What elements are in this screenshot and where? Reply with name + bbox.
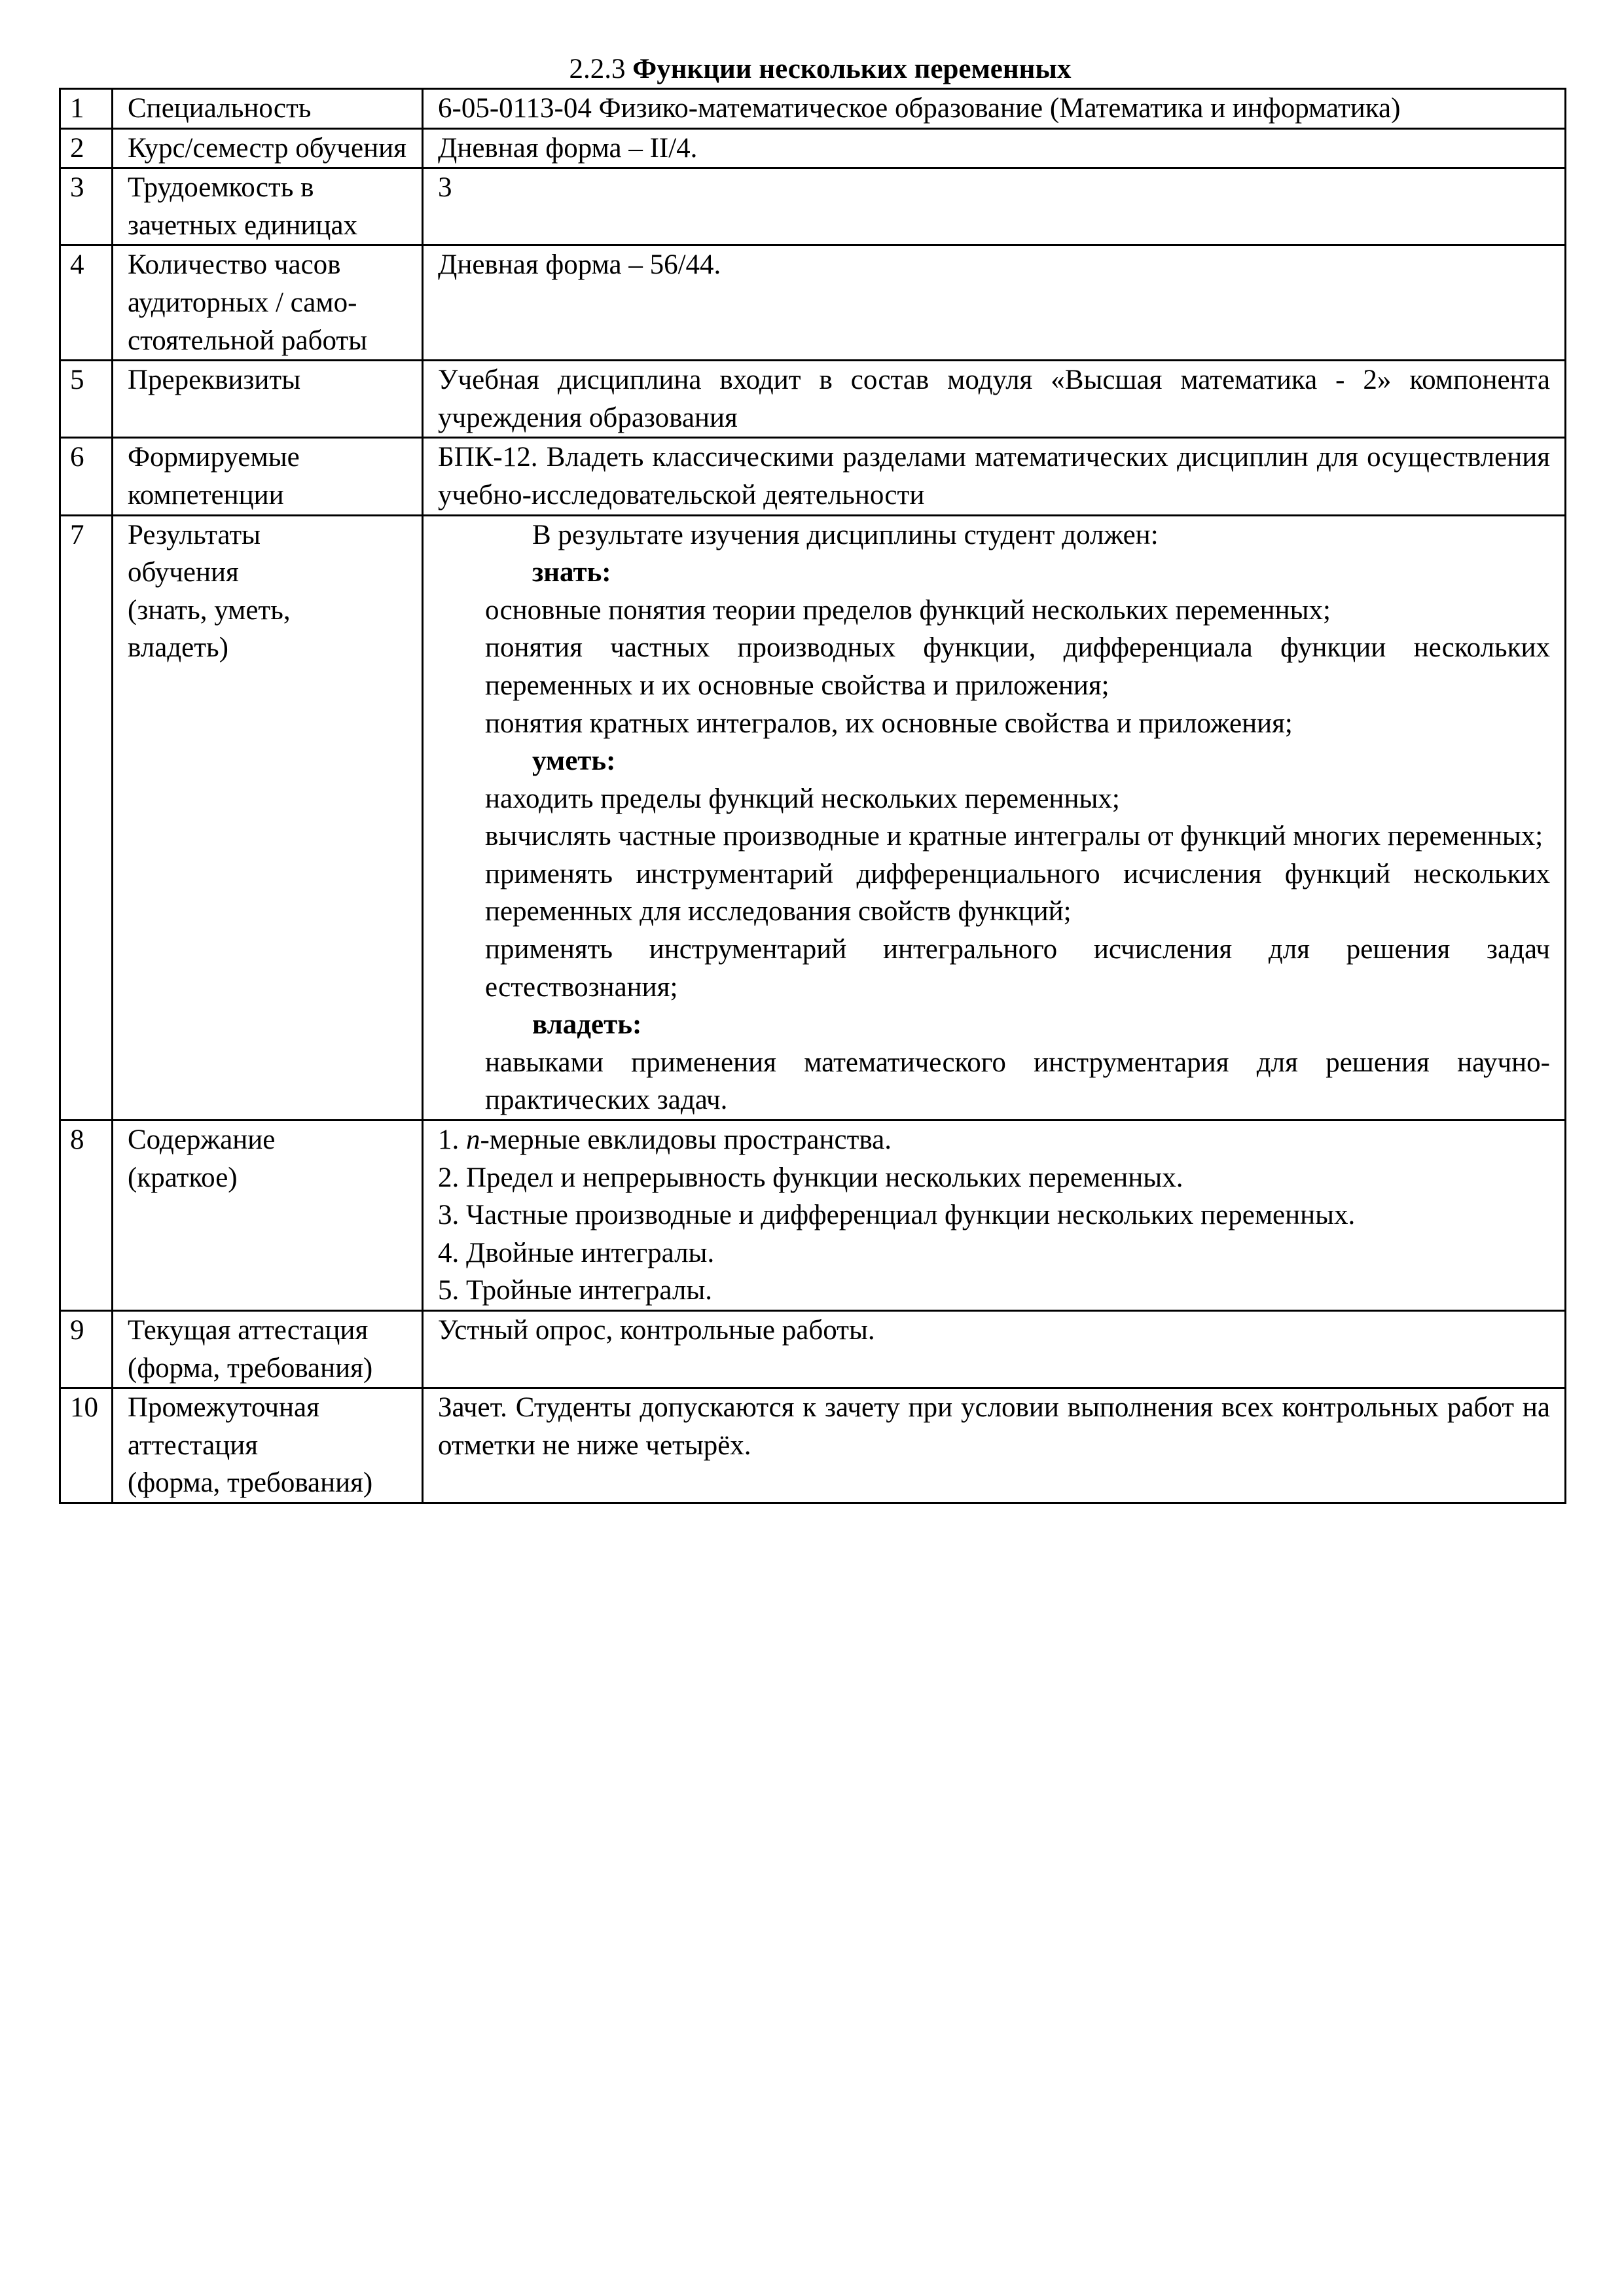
learning-outcomes (423, 515, 1566, 1121)
content-item (438, 1196, 1550, 1234)
can-item: применять инструментарий интегрального исчисления для решения задач естествознания; (485, 934, 1550, 1003)
row-number: 3 (60, 168, 113, 245)
row-value: Дневная форма – II/4. (423, 128, 1566, 168)
can-item: применять инструментарий дифференциального исчисления функций нескольких переменных для исследования свойств функций; (485, 858, 1550, 927)
table-row (60, 438, 1566, 515)
row-label-line: Промежуточная (128, 1392, 319, 1424)
row-label: Курс/семестр обучения (113, 128, 423, 168)
row-number: 10 (60, 1388, 113, 1503)
row-number: 1 (60, 89, 113, 129)
row-label-line: (форма, требования) (128, 1467, 373, 1499)
outcomes-intro: В результате изучения дисциплины студент должен: (532, 519, 1159, 550)
table-row (60, 515, 1566, 1121)
row-label: Трудоемкость в зачетных единицах (113, 168, 423, 245)
can-item: находить пределы функций нескольких переменных; (485, 783, 1120, 814)
row-label (113, 1311, 423, 1388)
content-item-text: Тройные интегралы. (466, 1275, 712, 1306)
table-row (60, 245, 1566, 361)
content-item-text: -мерные евклидовы пространства. (480, 1124, 892, 1156)
row-number: 5 (60, 361, 113, 438)
know-item: понятия кратных интегралов, их основные свойства и приложения; (485, 708, 1293, 739)
own-heading: владеть: (532, 1009, 642, 1041)
row-label (113, 1121, 423, 1311)
table-row (60, 1121, 1566, 1311)
content-item-number: 3. (438, 1200, 466, 1231)
row-label-line: обучения (128, 557, 239, 588)
row-value: 6-05-0113-04 Физико-математическое образование (Математика и информатика) (423, 89, 1566, 129)
row-label (113, 515, 423, 1121)
row-label-line: (краткое) (128, 1162, 238, 1193)
row-label: Пререквизиты (113, 361, 423, 438)
table-row (60, 168, 1566, 245)
content-item (438, 1121, 1550, 1159)
content-item-variable: n (466, 1124, 480, 1156)
row-value: Учебная дисциплина входит в состав модуля «Высшая математика - 2» компонента учреждения образования (423, 361, 1566, 438)
row-number: 8 (60, 1121, 113, 1311)
table-row (60, 89, 1566, 129)
content-item-text: Двойные интегралы. (466, 1237, 715, 1268)
row-value: 3 (423, 168, 1566, 245)
row-label-line: владеть) (128, 632, 228, 664)
content-item-text: Предел и непрерывность функции нескольких переменных. (466, 1162, 1183, 1193)
row-label (113, 1388, 423, 1503)
row-value: Дневная форма – 56/44. (423, 245, 1566, 361)
own-item: навыками применения математического инструментария для решения научно-практических задач. (485, 1047, 1550, 1116)
section-number: 2.2.3 (569, 54, 626, 84)
section-heading (59, 51, 1564, 88)
know-item: основные понятия теории пределов функций нескольких переменных; (485, 594, 1331, 626)
row-number: 9 (60, 1311, 113, 1388)
table-row (60, 1388, 1566, 1503)
can-item: вычислять частные производные и кратные интегралы от функций многих переменных; (485, 821, 1543, 852)
know-item: понятия частных производных функции, дифференциала функции нескольких переменных и их основные свойства и приложения; (485, 632, 1550, 701)
row-label-line: (форма, требования) (128, 1352, 373, 1384)
know-heading: знать: (532, 557, 611, 588)
row-number: 6 (60, 438, 113, 515)
row-label-line: аттестация (128, 1429, 259, 1461)
content-item-number: 1. (438, 1124, 466, 1156)
content-item (438, 1234, 1550, 1272)
table-row (60, 128, 1566, 168)
discipline-table (59, 88, 1566, 1504)
row-label: Специальность (113, 89, 423, 129)
row-label: Формируемые компетенции (113, 438, 423, 515)
table-row (60, 361, 1566, 438)
content-item-number: 2. (438, 1162, 466, 1193)
row-label-line: Текущая аттестация (128, 1315, 369, 1346)
row-label-line: (знать, уметь, (128, 594, 291, 626)
row-value: Устный опрос, контрольные работы. (423, 1311, 1566, 1388)
row-label-line: Результаты (128, 519, 261, 550)
content-item-number: 4. (438, 1237, 466, 1268)
content-item (438, 1272, 1550, 1310)
table-row (60, 1311, 1566, 1388)
row-value: Зачет. Студенты допускаются к зачету при условии выполнения всех контрольных работ на отметки не ниже четырёх. (423, 1388, 1566, 1503)
row-number: 4 (60, 245, 113, 361)
content-item-text: Частные производные и дифференциал функции нескольких переменных. (466, 1200, 1356, 1231)
content-item-number: 5. (438, 1275, 466, 1306)
row-value: БПК-12. Владеть классическими разделами математических дисциплин для осуществления учебно-исследовательской деятельности (423, 438, 1566, 515)
row-label-line: Содержание (128, 1124, 276, 1156)
document-page (59, 51, 1564, 1504)
row-number: 2 (60, 128, 113, 168)
row-number: 7 (60, 515, 113, 1121)
row-label: Количество часов аудиторных / само-стоятельной работы (113, 245, 423, 361)
section-title: Функции нескольких переменных (632, 54, 1072, 84)
content-item (438, 1159, 1550, 1197)
content-list (423, 1121, 1566, 1311)
can-heading: уметь: (532, 745, 616, 777)
